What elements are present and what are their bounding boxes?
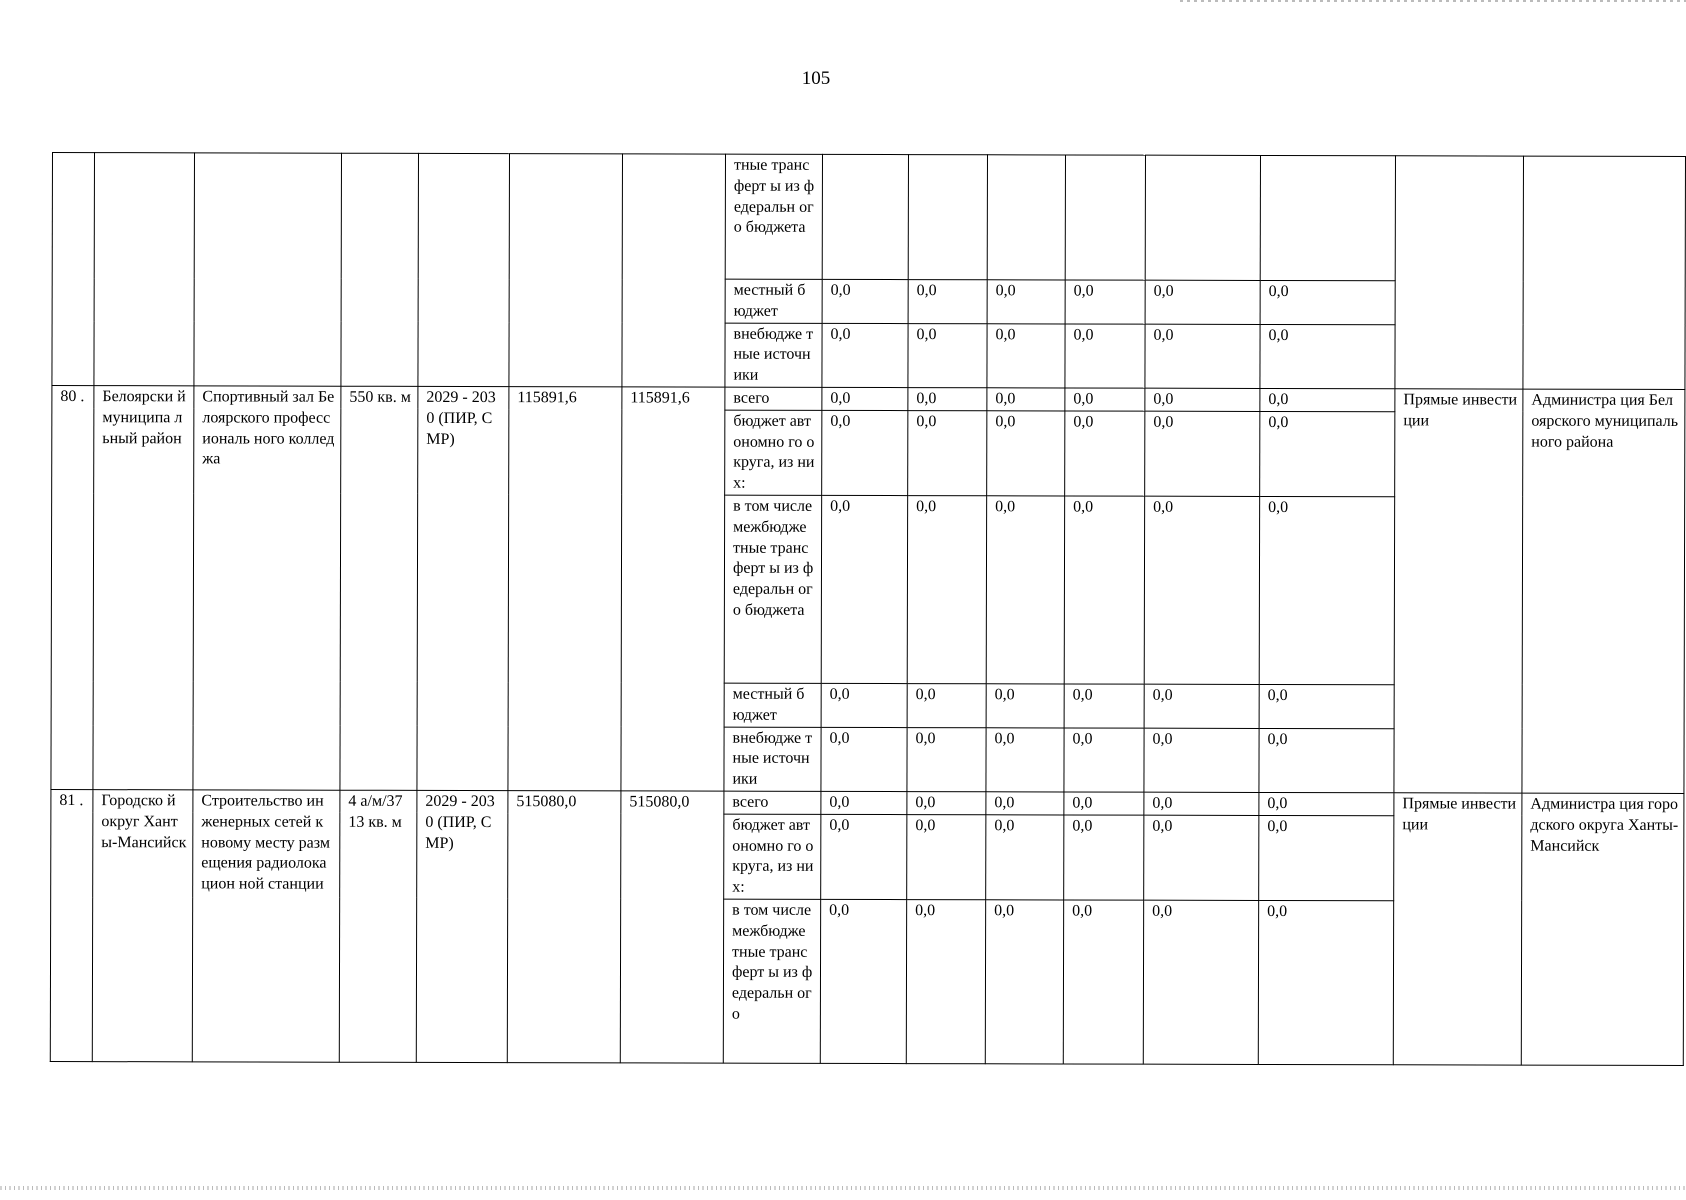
cost-total-cell: 115891,6 xyxy=(508,387,622,791)
amount-cell: 0,0 xyxy=(1065,411,1145,496)
amount-cell: 0,0 xyxy=(1065,280,1145,324)
period-cell: 2029 - 2030 (ПИР, СМР) xyxy=(416,790,508,1062)
cost-remaining-cell: 115891,6 xyxy=(621,387,725,791)
amount-cell: 0,0 xyxy=(1063,900,1143,1064)
mechanism-cell: Прямые инвестиции xyxy=(1393,793,1522,1065)
cost-remaining-cell: 515080,0 xyxy=(620,791,724,1063)
amount-cell: 0,0 xyxy=(1145,388,1260,411)
amount-cell: 0,0 xyxy=(1260,411,1395,497)
amount-cell: 0,0 xyxy=(986,496,1064,684)
amount-cell: 0,0 xyxy=(907,814,986,899)
table-row xyxy=(52,153,1685,282)
amount-cell xyxy=(1065,155,1145,280)
amount-cell: 0,0 xyxy=(1064,728,1144,793)
object-name-cell: Спортивный зал Белоярского профессиональ ного колледжа xyxy=(193,386,341,790)
amount-cell: 0,0 xyxy=(1064,684,1144,728)
table-row xyxy=(51,789,1684,816)
amount-cell: 0,0 xyxy=(1064,496,1144,684)
funding-source-cell: всего xyxy=(724,791,821,814)
period-cell: 2029 - 2030 (ПИР, СМР) xyxy=(417,386,509,790)
empty-cell xyxy=(1523,156,1686,389)
empty-cell xyxy=(341,153,419,386)
amount-cell: 0,0 xyxy=(1259,815,1394,901)
funding-source-cell: в том числе межбюдже тные трансферт ы из федеральн ого бюджета xyxy=(724,495,821,683)
amount-cell: 0,0 xyxy=(1144,815,1259,900)
amount-cell: 0,0 xyxy=(986,815,1064,900)
amount-cell: 0,0 xyxy=(987,280,1065,324)
amount-cell: 0,0 xyxy=(907,792,986,815)
funding-source-cell: внебюдже тные источники xyxy=(725,323,822,388)
municipality-cell: Белоярски й муниципа льный район xyxy=(93,386,194,790)
amount-cell: 0,0 xyxy=(906,900,985,1064)
amount-cell: 0,0 xyxy=(821,814,907,899)
amount-cell: 0,0 xyxy=(1260,324,1395,389)
amount-cell: 0,0 xyxy=(1145,411,1260,496)
funding-source-cell: в том числе межбюдже тные трансферт ы из федеральн ого xyxy=(723,899,820,1063)
empty-cell xyxy=(418,153,510,386)
entry-number-cell: 81 . xyxy=(50,789,93,1061)
amount-cell: 0,0 xyxy=(1065,388,1145,411)
amount-cell: 0,0 xyxy=(987,411,1065,496)
funding-source-cell: внебюдже тные источники xyxy=(724,727,821,792)
amount-cell: 0,0 xyxy=(987,388,1065,411)
amount-cell: 0,0 xyxy=(1064,815,1144,900)
cost-total-cell: 515080,0 xyxy=(507,791,621,1063)
amount-cell: 0,0 xyxy=(985,900,1063,1064)
amount-cell: 0,0 xyxy=(986,684,1064,728)
amount-cell: 0,0 xyxy=(1145,280,1260,324)
amount-cell: 0,0 xyxy=(986,727,1064,792)
amount-cell: 0,0 xyxy=(1259,496,1394,684)
amount-cell: 0,0 xyxy=(908,280,987,324)
amount-cell: 0,0 xyxy=(1145,324,1260,389)
amount-cell: 0,0 xyxy=(822,323,908,388)
amount-cell xyxy=(908,155,987,280)
amount-cell: 0,0 xyxy=(821,683,907,727)
funding-source-cell: местный бюджет xyxy=(725,279,822,323)
amount-cell: 0,0 xyxy=(822,279,908,323)
amount-cell: 0,0 xyxy=(987,323,1065,388)
empty-cell xyxy=(622,154,726,387)
amount-cell: 0,0 xyxy=(822,410,908,495)
amount-cell: 0,0 xyxy=(1144,792,1259,815)
amount-cell: 0,0 xyxy=(908,410,987,495)
amount-cell: 0,0 xyxy=(908,323,987,388)
scan-edge-bottom xyxy=(0,1186,1686,1190)
empty-cell xyxy=(1395,156,1524,389)
amount-cell: 0,0 xyxy=(821,727,907,792)
capacity-cell: 4 а/м/37 13 кв. м xyxy=(339,790,417,1062)
customer-cell: Администра ция Белоярского муниципаль ного района xyxy=(1522,389,1685,793)
amount-cell: 0,0 xyxy=(1258,900,1393,1064)
table-row xyxy=(52,385,1685,412)
amount-cell: 0,0 xyxy=(822,387,908,410)
amount-cell: 0,0 xyxy=(907,496,986,684)
amount-cell xyxy=(822,154,908,279)
amount-cell: 0,0 xyxy=(907,727,986,792)
amount-cell: 0,0 xyxy=(907,684,986,728)
amount-cell: 0,0 xyxy=(1144,684,1259,728)
amount-cell: 0,0 xyxy=(1144,728,1259,793)
funding-source-cell: бюджет автономно го округа, из них: xyxy=(725,410,822,495)
funding-source-cell: местный бюджет xyxy=(724,683,821,727)
capacity-cell: 550 кв. м xyxy=(340,386,418,790)
amount-cell: 0,0 xyxy=(908,388,987,411)
empty-cell xyxy=(509,154,623,387)
amount-cell: 0,0 xyxy=(1064,792,1144,815)
amount-cell xyxy=(987,155,1065,280)
amount-cell: 0,0 xyxy=(821,791,907,814)
amount-cell: 0,0 xyxy=(1259,792,1394,815)
funding-source-cell: бюджет автономно го округа, из них: xyxy=(724,814,821,899)
empty-cell xyxy=(94,153,195,386)
municipality-cell: Городско й округ Ханты-Мансийск xyxy=(92,790,193,1062)
amount-cell: 0,0 xyxy=(1065,324,1145,389)
amount-cell: 0,0 xyxy=(820,899,906,1063)
funding-source-cell: всего xyxy=(725,387,822,410)
amount-cell: 0,0 xyxy=(1260,280,1395,324)
page-number: 105 xyxy=(801,68,831,89)
amount-cell: 0,0 xyxy=(1259,684,1394,728)
amount-cell: 0,0 xyxy=(1259,728,1394,793)
scan-edge-top xyxy=(1180,0,1686,2)
investment-table xyxy=(50,152,1686,1066)
amount-cell: 0,0 xyxy=(821,495,907,683)
amount-cell: 0,0 xyxy=(1144,496,1259,684)
amount-cell: 0,0 xyxy=(1143,900,1258,1064)
amount-cell xyxy=(1260,155,1395,280)
amount-cell: 0,0 xyxy=(1260,388,1395,411)
object-name-cell: Строительство инженерных сетей к новому месту размещения радиолокацион ной станции xyxy=(192,790,340,1062)
table-body xyxy=(50,153,1685,1066)
funding-source-cell: тные трансферт ы из федеральн ого бюджета xyxy=(725,154,822,279)
customer-cell: Администра ция городского округа Ханты-Мансийск xyxy=(1521,793,1684,1065)
amount-cell: 0,0 xyxy=(986,792,1064,815)
empty-cell xyxy=(52,153,95,386)
entry-number-cell: 80 . xyxy=(51,385,94,789)
mechanism-cell: Прямые инвестиции xyxy=(1394,389,1523,793)
amount-cell xyxy=(1145,155,1260,280)
empty-cell xyxy=(194,153,342,386)
